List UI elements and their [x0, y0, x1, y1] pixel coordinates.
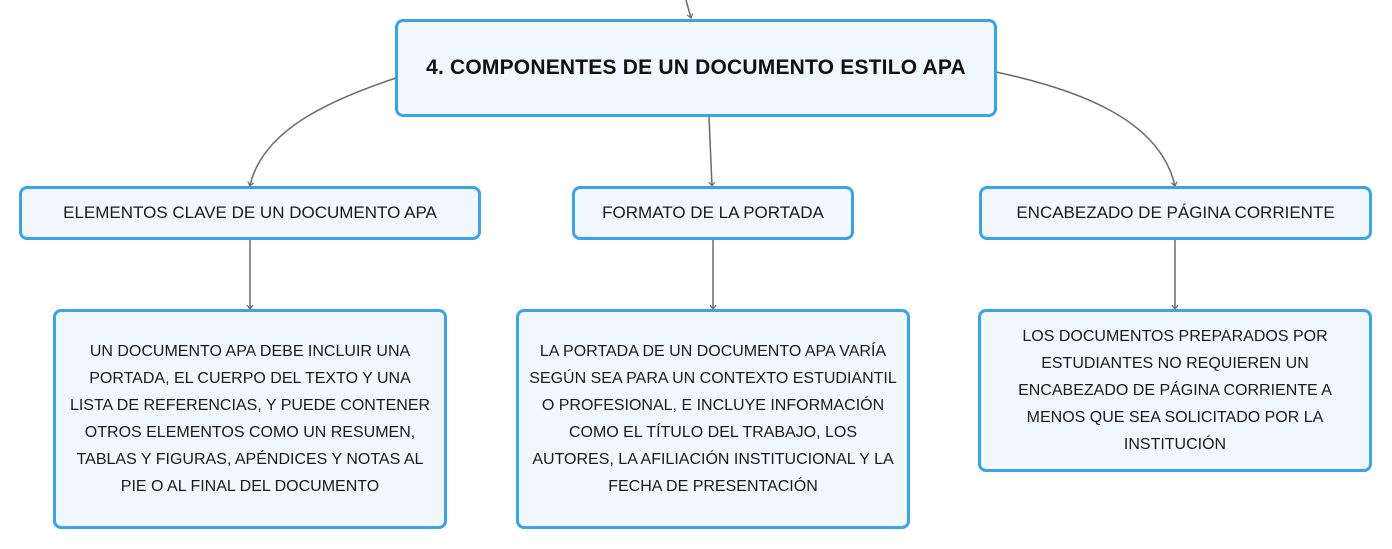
branch-topic-label: ENCABEZADO DE PÁGINA CORRIENTE	[1016, 203, 1335, 222]
detail-topic-formato-portada[interactable]	[516, 309, 910, 529]
branch-topic-label: ELEMENTOS CLAVE DE UN DOCUMENTO APA	[63, 203, 437, 222]
root-topic-label: 4. COMPONENTES DE UN DOCUMENTO ESTILO APA	[426, 56, 966, 79]
root-topic[interactable]	[395, 19, 997, 117]
connector-root-to-branch-3	[996, 72, 1175, 186]
connector-root-to-branch-2	[709, 117, 712, 186]
branch-topic-formato-portada[interactable]	[572, 186, 854, 240]
connector-root-to-branch-1	[250, 78, 396, 186]
branch-topic-label: FORMATO DE LA PORTADA	[602, 203, 824, 222]
detail-topic-elementos-clave[interactable]	[53, 309, 447, 529]
detail-topic-text: UN DOCUMENTO APA DEBE INCLUIR UNA PORTADA, EL CUERPO DEL TEXTO Y UNA LISTA DE REFERENCIAS, Y PUEDE CONTENER OTROS ELEMENTOS COMO UN RESUMEN, TABLAS Y FIGURAS, APÉNDICES Y NOTAS AL PIE O AL FINAL DEL DOCUMENTO	[69, 343, 431, 495]
branch-topic-encabezado[interactable]	[979, 186, 1372, 240]
branch-topic-elementos-clave[interactable]	[19, 186, 481, 240]
detail-topic-encabezado[interactable]	[978, 309, 1372, 472]
incoming-connector	[686, 0, 691, 18]
detail-topic-text: LA PORTADA DE UN DOCUMENTO APA VARÍA SEGÚN SEA PARA UN CONTEXTO ESTUDIANTIL O PROFESIONAL, E INCLUYE INFORMACIÓN COMO EL TÍTULO DEL TRABAJO, LOS AUTORES, LA AFILIACIÓN INSTITUCIONAL Y LA FECHA DE PRESENTACIÓN	[529, 343, 897, 495]
detail-topic-text: LOS DOCUMENTOS PREPARADOS POR ESTUDIANTES NO REQUIEREN UN ENCABEZADO DE PÁGINA CORRIENTE A MENOS QUE SEA SOLICITADO POR LA INSTITUCIÓN	[1018, 328, 1332, 453]
